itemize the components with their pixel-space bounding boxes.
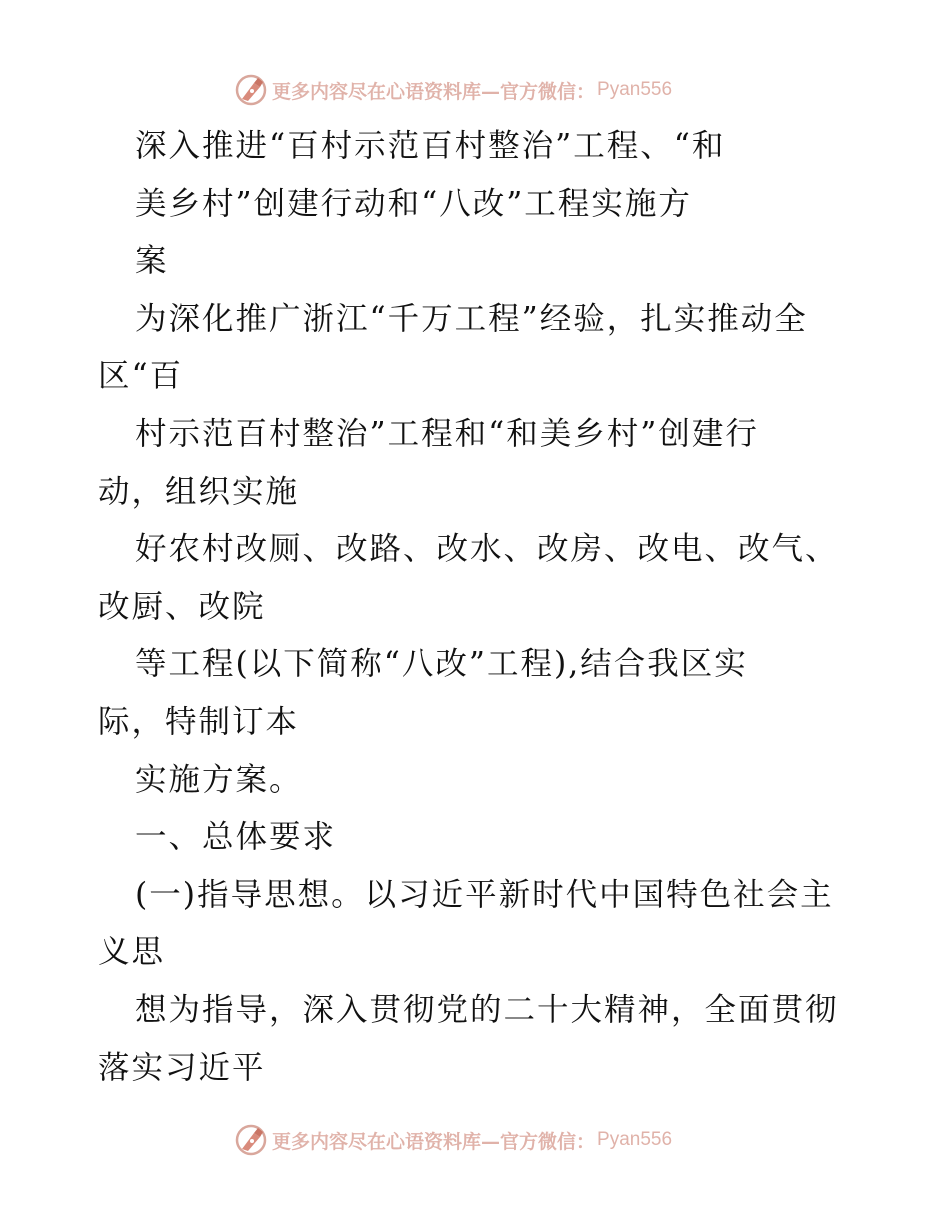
text-line: 实施方案。 <box>135 761 303 798</box>
text-line: (一)指导思想。以习近平新时代中国特色社会主 <box>135 876 834 913</box>
text-line: 义思 <box>98 934 166 971</box>
pen-nib-logo-icon <box>234 1123 268 1157</box>
text-line: 际，特制订本 <box>98 703 300 740</box>
text-line: 美乡村”创建行动和“八改”工程实施方 <box>135 185 692 222</box>
watermark-text: 更多内容尽在心语资料库—官方微信： <box>272 80 596 103</box>
text-line: 等工程(以下简称“八改”工程),结合我区实 <box>135 646 748 683</box>
text-line: 区“百 <box>98 358 184 395</box>
text-line: 一、总体要求 <box>135 819 337 856</box>
text-line: 动，组织实施 <box>98 473 300 510</box>
text-line: 村示范百村整治”工程和“和美乡村”创建行 <box>135 415 759 452</box>
text-line: 为深化推广浙江“千万工程”经验，扎实推动全 <box>135 300 808 337</box>
watermark-text: 更多内容尽在心语资料库—官方微信： <box>272 1130 596 1153</box>
watermark-account: Pyan556 <box>597 1129 673 1150</box>
text-line: 改厨、改院 <box>98 588 266 625</box>
footer-watermark <box>234 1123 672 1157</box>
document-body <box>98 118 918 1097</box>
text-line: 案 <box>135 243 169 280</box>
pen-nib-logo-icon <box>234 73 268 107</box>
header-watermark <box>234 73 672 107</box>
watermark-account: Pyan556 <box>597 79 673 100</box>
text-line: 落实习近平 <box>98 1049 266 1086</box>
text-line: 深入推进“百村示范百村整治”工程、“和 <box>135 128 726 164</box>
text-line: 想为指导，深入贯彻党的二十大精神，全面贯彻 <box>135 991 839 1028</box>
text-line: 好农村改厕、改路、改水、改房、改电、改气、 <box>135 531 839 568</box>
